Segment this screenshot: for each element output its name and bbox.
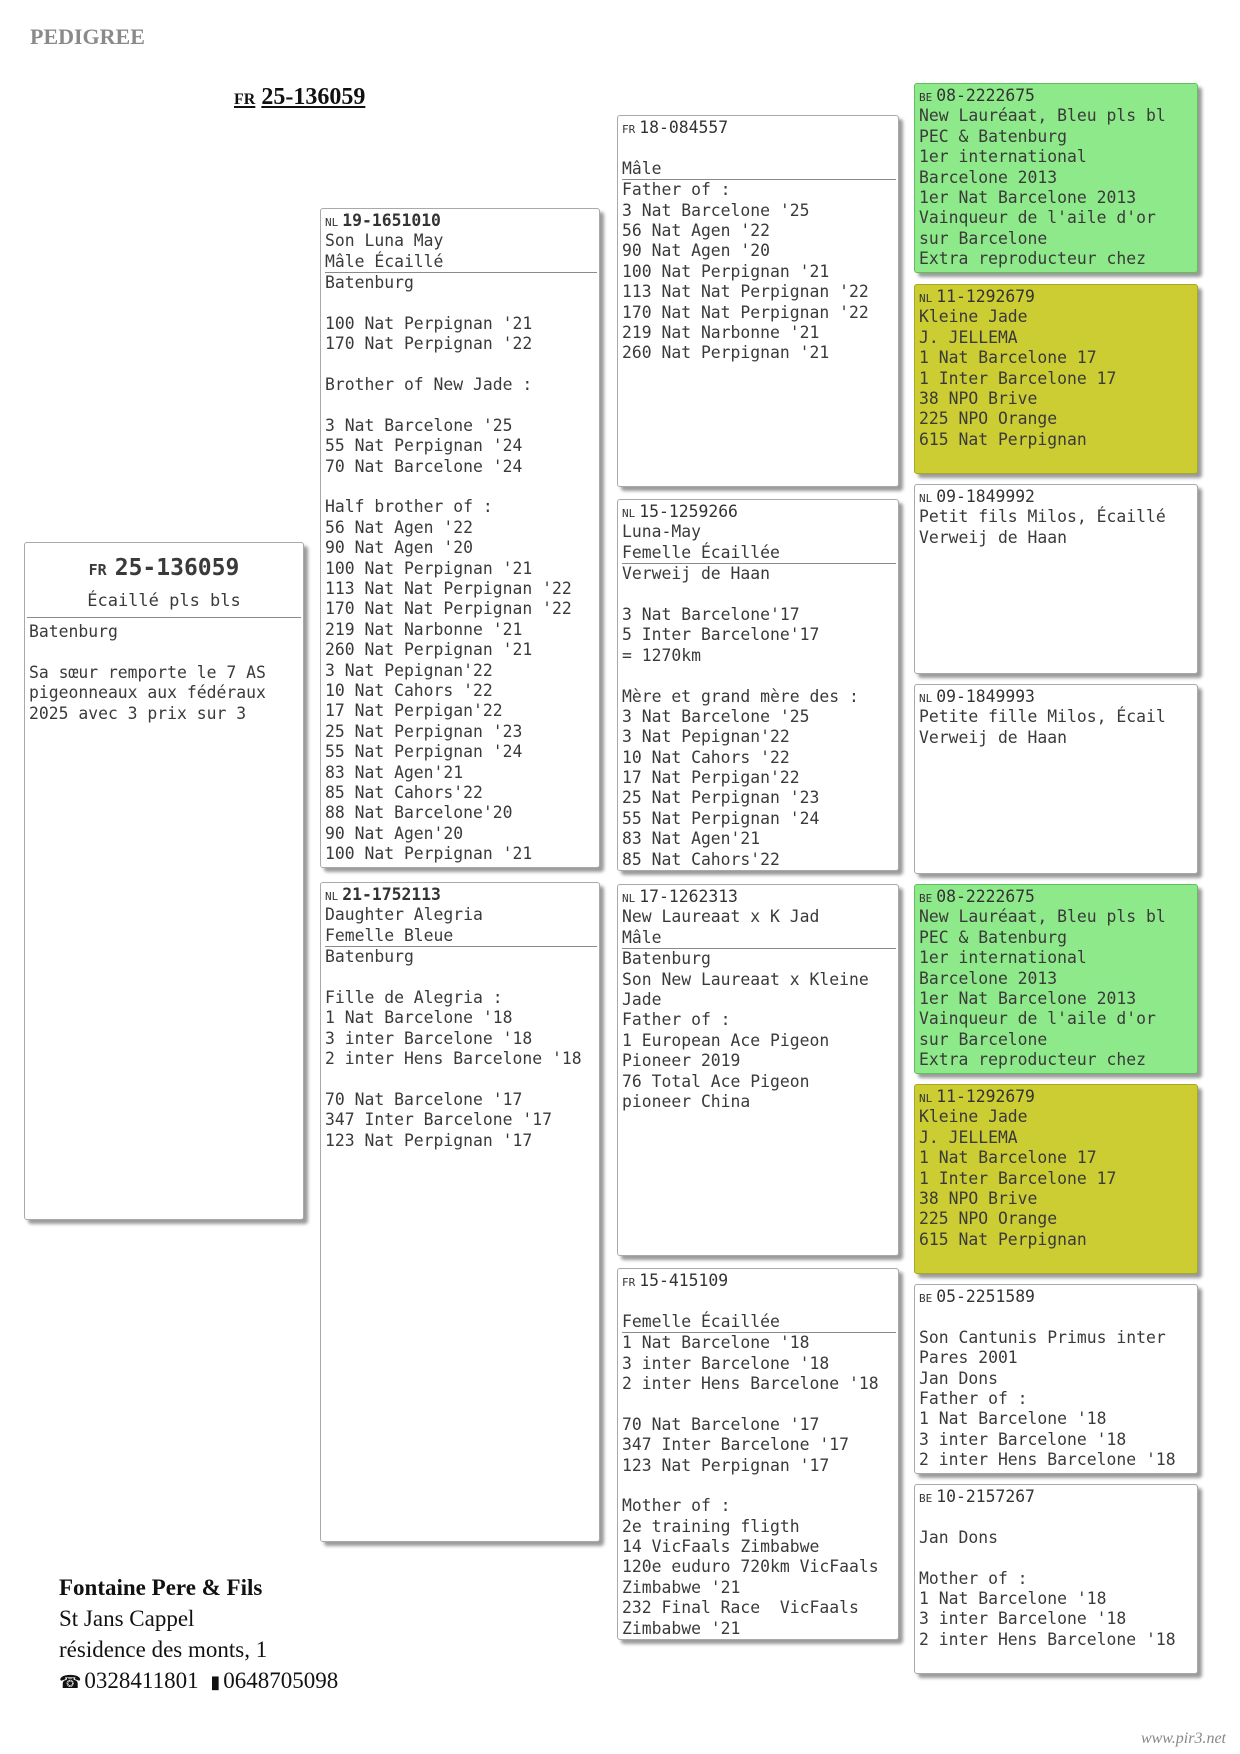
fmm-card[interactable]: [914, 684, 1198, 874]
pedigree-line: 88 Nat Barcelone'20: [325, 803, 513, 823]
mfm-ring: NL 11-1292679: [919, 1087, 1035, 1106]
ff-notes: [622, 138, 894, 363]
pedigree-line: [622, 1394, 894, 1414]
pedigree-line: 1 Nat Barcelone 17: [919, 348, 1097, 368]
pedigree-line: PEC & Batenburg: [919, 126, 1068, 146]
pedigree-line: Extra reproducteur chez: [919, 1050, 1146, 1070]
pedigree-line: 2025 avec 3 prix sur 3: [29, 703, 247, 723]
fm-notes: [622, 522, 894, 870]
pedigree-line: [325, 1070, 595, 1090]
pedigree-line: 3 Nat Barcelone'17: [622, 604, 800, 624]
pedigree-line: [622, 666, 894, 686]
pedigree-line: 70 Nat Barcelone '24: [325, 456, 523, 476]
pedigree-line: Mâle: [622, 159, 896, 180]
pedigree-line: Vainqueur de l'aile d'or: [919, 208, 1156, 228]
owner-phones: [59, 1665, 338, 1698]
pedigree-line: Batenburg: [622, 949, 711, 969]
pedigree-line: 113 Nat Nat Perpignan '22: [622, 282, 869, 302]
pedigree-line: Mother of :: [919, 1568, 1028, 1588]
pedigree-line: 170 Nat Nat Perpignan '22: [325, 599, 572, 619]
pedigree-line: 3 inter Barcelone '18: [919, 1609, 1127, 1629]
fmm-notes: [919, 707, 1193, 748]
pedigree-line: = 1270km: [622, 645, 701, 665]
pedigree-line: 219 Nat Narbonne '21: [325, 619, 523, 639]
ff-ring: FR 18-084557: [622, 118, 729, 137]
pedigree-line: Batenburg: [325, 947, 414, 967]
pedigree-line: Son New Laureaat x Kleine: [622, 969, 869, 989]
pedigree-line: Kleine Jade: [919, 1107, 1028, 1127]
pedigree-line: Mâle: [622, 928, 896, 949]
pedigree-line: 70 Nat Barcelone '17: [622, 1414, 820, 1434]
pedigree-line: 90 Nat Agen '20: [622, 241, 771, 261]
pedigree-line: 347 Inter Barcelone '17: [325, 1110, 552, 1130]
pedigree-line: J. JELLEMA: [919, 327, 1018, 347]
subject-description: Écaillé pls bls: [27, 585, 301, 618]
pedigree-line: 3 inter Barcelone '18: [622, 1353, 830, 1373]
pedigree-line: Verweij de Haan: [622, 564, 771, 584]
pedigree-line: 1er Nat Barcelone 2013: [919, 187, 1137, 207]
pedigree-line: Son Cantunis Primus inter: [919, 1327, 1166, 1347]
pedigree-line: 38 NPO Brive: [919, 388, 1038, 408]
pedigree-line: Femelle Bleue: [325, 926, 597, 947]
pedigree-line: Petite fille Milos, Écail: [919, 707, 1166, 727]
subject-ring: [29, 551, 299, 585]
pedigree-line: Petit fils Milos, Écaillé: [919, 507, 1166, 527]
fm-card[interactable]: [617, 499, 899, 871]
pedigree-line: 123 Nat Perpignan '17: [622, 1455, 830, 1475]
subject-notes: [29, 622, 299, 724]
pedigree-line: Luna-May: [622, 522, 701, 542]
pedigree-line: [622, 138, 894, 158]
pedigree-line: 3 Nat Barcelone '25: [622, 200, 810, 220]
pedigree-line: 100 Nat Perpignan '21: [325, 313, 533, 333]
pedigree-line: Batenburg: [29, 622, 118, 641]
pedigree-line: Kleine Jade: [919, 307, 1028, 327]
pedigree-line: [325, 968, 595, 988]
pedigree-line: 55 Nat Perpignan '24: [325, 436, 523, 456]
pedigree-line: [29, 642, 299, 662]
pedigree-line: Femelle Écaillée: [622, 1312, 896, 1333]
pedigree-line: 17 Nat Perpigan'22: [325, 701, 503, 721]
pedigree-line: [919, 1507, 1193, 1527]
ring-country: FR: [234, 91, 256, 108]
pedigree-line: 225 NPO Orange: [919, 1209, 1058, 1229]
pedigree-line: 1 Inter Barcelone 17: [919, 1168, 1117, 1188]
pedigree-line: PEC & Batenburg: [919, 927, 1068, 947]
pedigree-line: J. JELLEMA: [919, 1127, 1018, 1147]
pedigree-line: 100 Nat Perpignan '21: [325, 844, 533, 864]
pedigree-line: Sa sœur remporte le 7 AS: [29, 662, 266, 682]
mother-ring: NL 21-1752113: [325, 885, 441, 904]
pedigree-line: 25 Nat Perpignan '23: [622, 788, 820, 808]
pedigree-line: 2 inter Hens Barcelone '18: [919, 1450, 1176, 1470]
pedigree-line: 25 Nat Perpignan '23: [325, 721, 523, 741]
pedigree-line: 1 Nat Barcelone '18: [622, 1333, 810, 1353]
pedigree-line: 1er international: [919, 948, 1087, 968]
pedigree-line: 219 Nat Narbonne '21: [622, 322, 820, 342]
pedigree-line: [325, 396, 595, 416]
pedigree-line: 70 Nat Barcelone '17: [325, 1089, 523, 1109]
mmm-card[interactable]: [914, 1484, 1198, 1674]
pedigree-line: sur Barcelone: [919, 1029, 1048, 1049]
mmf-ring: BE 05-2251589: [919, 1287, 1035, 1306]
pedigree-line: 83 Nat Agen'21: [622, 829, 761, 849]
mff-ring: BE 08-2222675: [919, 887, 1035, 906]
ring-number: 25-136059: [261, 84, 366, 110]
mm-ring: FR 15-415109: [622, 1271, 729, 1290]
pedigree-line: [622, 1476, 894, 1496]
pedigree-line: Batenburg: [325, 273, 414, 293]
pedigree-line: Fille de Alegria :: [325, 987, 503, 1007]
pedigree-line: New Laureaat x K Jad: [622, 907, 820, 927]
pedigree-line: 56 Nat Agen '22: [622, 220, 771, 240]
ffm-ring: NL 11-1292679: [919, 287, 1035, 306]
pedigree-line: 3 Nat Barcelone '25: [325, 415, 513, 435]
father-card[interactable]: [320, 208, 600, 868]
pedigree-line: 85 Nat Cahors'22: [622, 849, 780, 869]
pedigree-line: Vainqueur de l'aile d'or: [919, 1009, 1156, 1029]
fm-ring: NL 15-1259266: [622, 502, 738, 521]
pedigree-line: 3 inter Barcelone '18: [919, 1429, 1127, 1449]
pedigree-line: 347 Inter Barcelone '17: [622, 1435, 849, 1455]
fmf-ring: NL 09-1849992: [919, 487, 1035, 506]
pedigree-line: New Lauréaat, Bleu pls bl: [919, 106, 1166, 126]
pedigree-line: 2 inter Hens Barcelone '18: [919, 1629, 1176, 1649]
pedigree-line: 170 Nat Nat Perpignan '22: [622, 302, 869, 322]
pedigree-line: Father of :: [622, 1010, 731, 1030]
pedigree-line: Mâle Écaillé: [325, 252, 597, 273]
pedigree-line: 2 inter Hens Barcelone '18: [325, 1049, 582, 1069]
pedigree-line: Pioneer 2019: [622, 1051, 741, 1071]
fff-notes: [919, 106, 1193, 269]
mf-notes: [622, 907, 894, 1112]
owner-name: Fontaine Pere & Fils: [59, 1575, 263, 1600]
pedigree-line: Barcelone 2013: [919, 167, 1058, 187]
pedigree-line: 85 Nat Cahors'22: [325, 782, 483, 802]
pedigree-line: Brother of New Jade :: [325, 375, 533, 395]
pedigree-line: 10 Nat Cahors '22: [325, 680, 493, 700]
pedigree-line: 1 Nat Barcelone '18: [919, 1409, 1107, 1429]
site-footer[interactable]: www.pir3.net: [1140, 1730, 1226, 1747]
pedigree-line: 113 Nat Nat Perpignan '22: [325, 579, 572, 599]
pedigree-line: [325, 355, 595, 375]
pedigree-line: 3 Nat Pepignan'22: [622, 727, 790, 747]
ff-card[interactable]: [617, 115, 899, 487]
pedigree-line: 3 Nat Pepignan'22: [325, 660, 493, 680]
mf-ring: NL 17-1262313: [622, 887, 738, 906]
mff-card[interactable]: [914, 884, 1198, 1074]
mff-notes: [919, 907, 1193, 1070]
pedigree-line: 10 Nat Cahors '22: [622, 747, 790, 767]
pedigree-line: [919, 1307, 1193, 1327]
pedigree-line: pigeonneaux aux fédéraux: [29, 683, 266, 703]
pedigree-line: 1 European Ace Pigeon: [622, 1030, 830, 1050]
mf-card[interactable]: [617, 884, 899, 1256]
pedigree-line: [325, 294, 595, 314]
owner-address: résidence des monts, 1: [59, 1637, 268, 1662]
pedigree-line: 1er Nat Barcelone 2013: [919, 988, 1137, 1008]
pedigree-line: sur Barcelone: [919, 228, 1048, 248]
mother-notes: [325, 905, 595, 1151]
ring-number-heading: [234, 84, 365, 111]
pedigree-line: Father of :: [919, 1388, 1028, 1408]
owner-phone[interactable]: 0328411801: [84, 1668, 199, 1693]
pedigree-line: 260 Nat Perpignan '21: [325, 640, 533, 660]
pedigree-line: [919, 1548, 1193, 1568]
owner-block: [59, 1572, 338, 1698]
pedigree-line: 1er international: [919, 147, 1087, 167]
pedigree-line: 232 Final Race VicFaals: [622, 1598, 859, 1618]
pedigree-line: 55 Nat Perpignan '24: [325, 742, 523, 762]
phone-icon: ☎: [59, 1672, 82, 1692]
pedigree-line: 90 Nat Agen '20: [325, 538, 474, 558]
ffm-card[interactable]: [914, 284, 1198, 474]
mobile-icon: ▮: [210, 1672, 221, 1692]
fff-card[interactable]: [914, 83, 1198, 273]
pedigree-line: 14 VicFaals Zimbabwe: [622, 1537, 820, 1557]
mfm-card[interactable]: [914, 1084, 1198, 1274]
pedigree-line: 615 Nat Perpignan: [919, 429, 1087, 449]
pedigree-line: Extra reproducteur chez: [919, 249, 1146, 269]
pedigree-line: 260 Nat Perpignan '21: [622, 343, 830, 363]
mm-card[interactable]: [617, 1268, 899, 1640]
pedigree-line: 5 Inter Barcelone'17: [622, 625, 820, 645]
pedigree-line: Verweij de Haan: [919, 727, 1068, 747]
owner-mobile[interactable]: 0648705098: [223, 1668, 339, 1693]
pedigree-line: 55 Nat Perpignan '24: [622, 808, 820, 828]
pedigree-line: New Lauréaat, Bleu pls bl: [919, 907, 1166, 927]
fff-ring: BE 08-2222675: [919, 86, 1035, 105]
pedigree-line: 615 Nat Perpignan: [919, 1229, 1087, 1249]
pedigree-line: Zimbabwe '21: [622, 1618, 741, 1638]
mmf-card[interactable]: [914, 1284, 1198, 1474]
fmf-notes: [919, 507, 1193, 548]
pedigree-line: Mère et grand mère des :: [622, 686, 859, 706]
pedigree-line: Jan Dons: [919, 1368, 998, 1388]
pedigree-line: 76 Total Ace Pigeon: [622, 1071, 810, 1091]
pedigree-line: 120e euduro 720km VicFaals: [622, 1557, 879, 1577]
pedigree-line: 1 Nat Barcelone 17: [919, 1148, 1097, 1168]
pedigree-line: 170 Nat Perpignan '22: [325, 334, 533, 354]
fmm-ring: NL 09-1849993: [919, 687, 1035, 706]
subject-ring-number: 25-136059: [114, 555, 240, 581]
pedigree-line: [622, 585, 894, 605]
mfm-notes: [919, 1107, 1193, 1250]
pedigree-line: 90 Nat Agen'20: [325, 823, 464, 843]
pedigree-line: Jan Dons: [919, 1527, 998, 1547]
pedigree-line: 83 Nat Agen'21: [325, 762, 464, 782]
pedigree-line: 38 NPO Brive: [919, 1188, 1038, 1208]
mmm-notes: [919, 1507, 1193, 1650]
pedigree-line: 1 Nat Barcelone '18: [325, 1008, 513, 1028]
pedigree-line: Jade: [622, 989, 662, 1009]
mother-card[interactable]: [320, 882, 600, 1542]
pedigree-line: 1 Nat Barcelone '18: [919, 1588, 1107, 1608]
pedigree-line: Half brother of :: [325, 497, 493, 517]
father-ring: NL 19-1651010: [325, 211, 441, 230]
pedigree-line: Verweij de Haan: [919, 527, 1068, 547]
pedigree-line: Zimbabwe '21: [622, 1577, 741, 1597]
pedigree-line: pioneer China: [622, 1091, 751, 1111]
pedigree-line: 3 Nat Barcelone '25: [622, 706, 810, 726]
mm-notes: [622, 1291, 894, 1639]
pedigree-title: PEDIGREE: [30, 24, 145, 49]
owner-city: St Jans Cappel: [59, 1606, 195, 1631]
pedigree-line: 100 Nat Perpignan '21: [325, 558, 533, 578]
pedigree-line: Pares 2001: [919, 1348, 1018, 1368]
pedigree-line: [325, 477, 595, 497]
ffm-notes: [919, 307, 1193, 450]
pedigree-line: 1 Inter Barcelone 17: [919, 368, 1117, 388]
pedigree-line: 17 Nat Perpigan'22: [622, 768, 800, 788]
pedigree-line: Father of :: [622, 180, 731, 200]
pedigree-line: 100 Nat Perpignan '21: [622, 261, 830, 281]
pedigree-line: Femelle Écaillée: [622, 543, 896, 564]
father-notes: [325, 231, 595, 864]
pedigree-line: 2e training fligth: [622, 1516, 800, 1536]
pedigree-line: 225 NPO Orange: [919, 409, 1058, 429]
pedigree-line: Daughter Alegria: [325, 905, 483, 925]
pedigree-line: Mother of :: [622, 1496, 731, 1516]
pedigree-line: Barcelone 2013: [919, 968, 1058, 988]
pedigree-line: Son Luna May: [325, 231, 444, 251]
subject-country: FR: [88, 561, 107, 579]
pedigree-line: 123 Nat Perpignan '17: [325, 1130, 533, 1150]
subject-card[interactable]: [24, 542, 304, 1220]
pedigree-line: 3 inter Barcelone '18: [325, 1028, 533, 1048]
mmf-notes: [919, 1307, 1193, 1470]
pedigree-line: [622, 1291, 894, 1311]
mmm-ring: BE 10-2157267: [919, 1487, 1035, 1506]
pedigree-line: 2 inter Hens Barcelone '18: [622, 1373, 879, 1393]
fmf-card[interactable]: [914, 484, 1198, 674]
pedigree-line: 56 Nat Agen '22: [325, 517, 474, 537]
